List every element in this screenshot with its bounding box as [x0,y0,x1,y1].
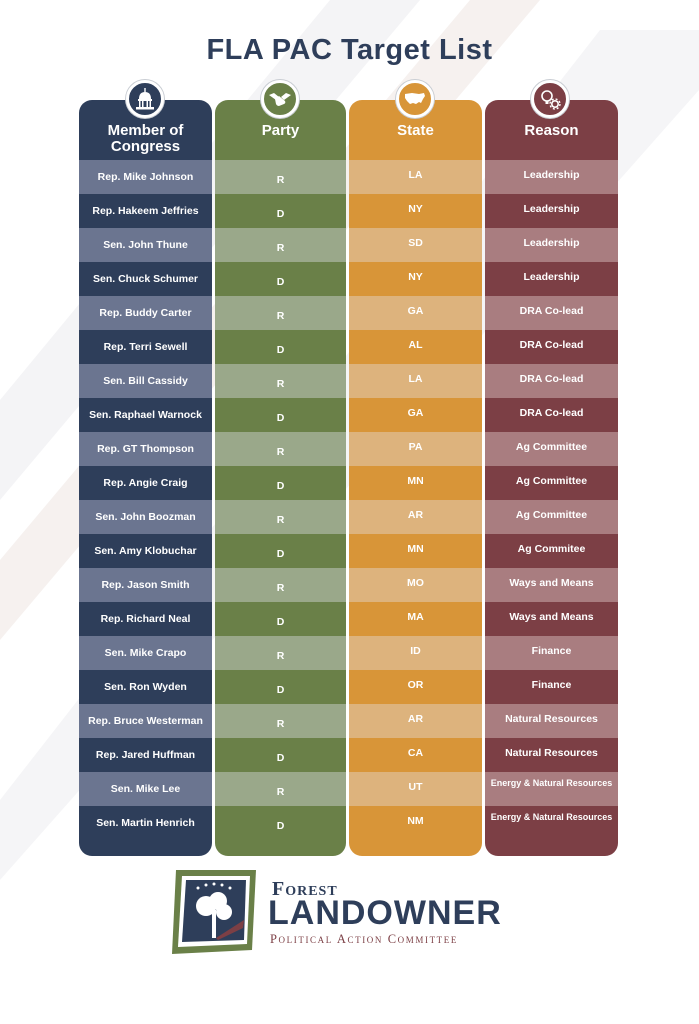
member-cell: Rep. Terri Sewell [79,330,212,364]
member-cell: Sen. John Boozman [79,500,212,534]
party-cell: R [215,500,346,534]
state-cell: UT [349,772,482,806]
idea-gear-icon [531,80,569,118]
member-header-label: Member of Congress [107,122,184,155]
member-cell: Rep. Buddy Carter [79,296,212,330]
state-header-label: State [397,122,434,139]
party-cell: R [215,704,346,738]
member-cell: Sen. Raphael Warnock [79,398,212,432]
state-cell: GA [349,296,482,330]
state-cell: OR [349,670,482,704]
page-title: FLA PAC Target List [206,34,493,66]
party-cell: R [215,160,346,194]
reason-column [485,100,618,856]
party-cell: R [215,296,346,330]
state-cell: MA [349,602,482,636]
member-cell: Rep. Jared Huffman [79,738,212,772]
handshake-icon [261,80,299,118]
reason-cell: Natural Resources [485,704,618,738]
member-cell: Rep. Richard Neal [79,602,212,636]
party-cell: D [215,398,346,432]
reason-cell: Leadership [485,228,618,262]
member-cell: Sen. Ron Wyden [79,670,212,704]
reason-cell: Ag Commitee [485,534,618,568]
party-cell: D [215,262,346,296]
member-cell: Sen. Chuck Schumer [79,262,212,296]
reason-cell: Finance [485,670,618,704]
state-cell: GA [349,398,482,432]
member-cell: Rep. Angie Craig [79,466,212,500]
reason-cell: Ag Committee [485,432,618,466]
party-cell: R [215,568,346,602]
member-cell: Sen. Amy Klobuchar [79,534,212,568]
state-cell: LA [349,160,482,194]
reason-header-label: Reason [524,122,579,139]
party-cell: R [215,432,346,466]
member-cell: Sen. Bill Cassidy [79,364,212,398]
party-cell: R [215,636,346,670]
logo-pac-text: Political Action Committee [270,932,458,946]
party-cell: D [215,602,346,636]
state-cell: ID [349,636,482,670]
state-cell: PA [349,432,482,466]
tree-seal-icon [168,868,260,956]
state-column [349,100,482,856]
state-cell: LA [349,364,482,398]
state-cell: MO [349,568,482,602]
state-cell: NY [349,194,482,228]
party-cell: D [215,534,346,568]
state-cell: CA [349,738,482,772]
reason-cell: Ag Committee [485,500,618,534]
state-cell: NY [349,262,482,296]
state-cell: NM [349,806,482,840]
member-cell: Rep. Mike Johnson [79,160,212,194]
reason-cell: Finance [485,636,618,670]
reason-cell: Natural Resources [485,738,618,772]
usa-map-icon [396,80,434,118]
member-cell: Rep. Jason Smith [79,568,212,602]
logo-landowner-text: LANDOWNER [268,894,502,932]
reason-cell: DRA Co-lead [485,330,618,364]
state-cell: AR [349,500,482,534]
reason-cell: DRA Co-lead [485,364,618,398]
party-cell: R [215,364,346,398]
reason-cell: Ways and Means [485,568,618,602]
member-cell: Rep. Hakeem Jeffries [79,194,212,228]
capitol-icon [126,80,164,118]
reason-cell: Leadership [485,160,618,194]
member-cell: Sen. Martin Henrich [79,806,212,840]
reason-cell: Ways and Means [485,602,618,636]
reason-cell: DRA Co-lead [485,296,618,330]
state-cell: AR [349,704,482,738]
state-cell: MN [349,466,482,500]
reason-cell: Energy & Natural Resources [485,772,618,806]
member-cell: Sen. Mike Lee [79,772,212,806]
party-header-label: Party [261,122,300,139]
party-column [215,100,346,856]
member-cell: Sen. Mike Crapo [79,636,212,670]
member-column [79,100,212,856]
party-cell: D [215,466,346,500]
party-cell: D [215,806,346,840]
reason-cell: Leadership [485,262,618,296]
state-cell: SD [349,228,482,262]
party-cell: R [215,772,346,806]
reason-cell: Leadership [485,194,618,228]
party-cell: D [215,330,346,364]
party-cell: R [215,228,346,262]
state-cell: MN [349,534,482,568]
reason-cell: Ag Committee [485,466,618,500]
member-cell: Sen. John Thune [79,228,212,262]
member-cell: Rep. GT Thompson [79,432,212,466]
party-cell: D [215,194,346,228]
party-cell: D [215,738,346,772]
fla-pac-logo [168,868,518,958]
state-cell: AL [349,330,482,364]
reason-cell: DRA Co-lead [485,398,618,432]
party-cell: D [215,670,346,704]
logo-forest-text: Forest [272,878,338,900]
reason-cell: Energy & Natural Resources [485,806,618,840]
member-cell: Rep. Bruce Westerman [79,704,212,738]
